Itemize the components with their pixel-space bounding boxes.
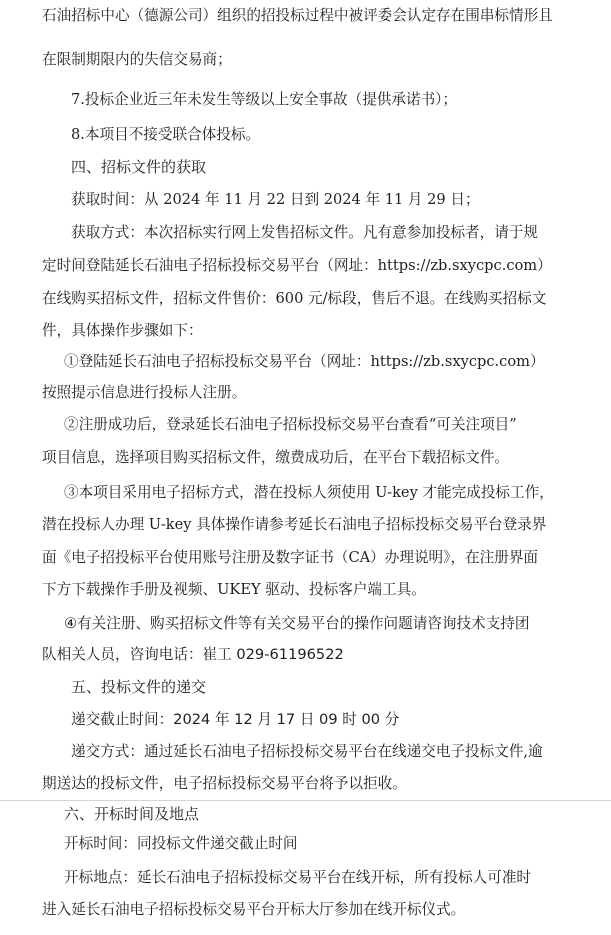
paragraph-line: 石油招标中心（德源公司）组织的招投标过程中被评委会认定存在围串标情形且 [42,7,553,24]
paragraph-line: 在线购买招标文件，招标文件售价：600 元/标段，售后不退。在线购买招标文 [42,290,547,307]
paragraph-line: 按照提示信息进行投标人注册。 [42,384,247,401]
paragraph-line: 在限制期限内的失信交易商； [42,51,232,68]
paragraph-line: 队相关人员，咨询电话：崔工 029-61196522 [42,646,344,663]
paragraph-line: 进入延长石油电子招标投标交易平台开标大厅参加在线开标仪式。 [42,901,466,918]
paragraph-line: 件，具体操作步骤如下： [42,322,203,339]
paragraph-line: 递交截止时间：2024 年 12 月 17 日 09 时 00 分 [71,711,400,728]
list-item: 7.投标企业近三年未发生等级以上安全事故（提供承诺书）； [71,91,458,108]
section-heading: 六、开标时间及地点 [64,805,200,823]
paragraph-line: 获取方式：本次招标实行网上发售招标文件。凡有意参加投标者，请于规 [71,224,539,241]
paragraph-line: ②注册成功后，登录延长石油电子招标投标交易平台查看“可关注项目” [64,416,517,433]
paragraph-line: 开标时间：同投标文件递交截止时间 [64,835,298,852]
paragraph-line: ④有关注册、购买招标文件等有关交易平台的操作问题请咨询技术支持团 [64,615,530,632]
paragraph-line: 面《电子招投标平台使用账号注册及数字证书（CA）办理说明》，在注册界面 [42,549,539,566]
paragraph-line: 潜在投标人办理 U-key 具体操作请参考延长石油电子招标投标交易平台登录界 [42,516,547,533]
paragraph-line: 项目信息，选择项目购买招标文件，缴费成功后，在平台下载招标文件。 [42,449,510,466]
paragraph-line: ①登陆延长石油电子招标投标交易平台（网址：https://zb.sxycpc.com） [64,353,545,370]
paragraph-line: 定时间登陆延长石油电子招标投标交易平台（网址：https://zb.sxycpc.com） [42,257,552,274]
paragraph-line: 获取时间：从 2024 年 11 月 22 日到 2024 年 11 月 29 日； [71,191,480,208]
section-heading: 四、招标文件的获取 [71,158,207,176]
section-heading: 五、投标文件的递交 [71,678,207,696]
paragraph-line: 期送达的投标文件，电子招标投标交易平台将予以拒收。 [42,775,407,792]
paragraph-line: 下方下载操作手册及视频、UKEY 驱动、投标客户端工具。 [42,581,426,598]
paragraph-line: 递交方式：通过延长石油电子招标投标交易平台在线递交电子投标文件,逾 [71,743,543,760]
paragraph-line: 开标地点：延长石油电子招标投标交易平台在线开标，所有投标人可准时 [64,869,532,886]
page-divider [0,800,611,801]
paragraph-line: ③本项目采用电子招标方式，潜在投标人须使用 U-key 才能完成投标工作， [64,484,554,501]
list-item: 8.本项目不接受联合体投标。 [71,126,261,143]
